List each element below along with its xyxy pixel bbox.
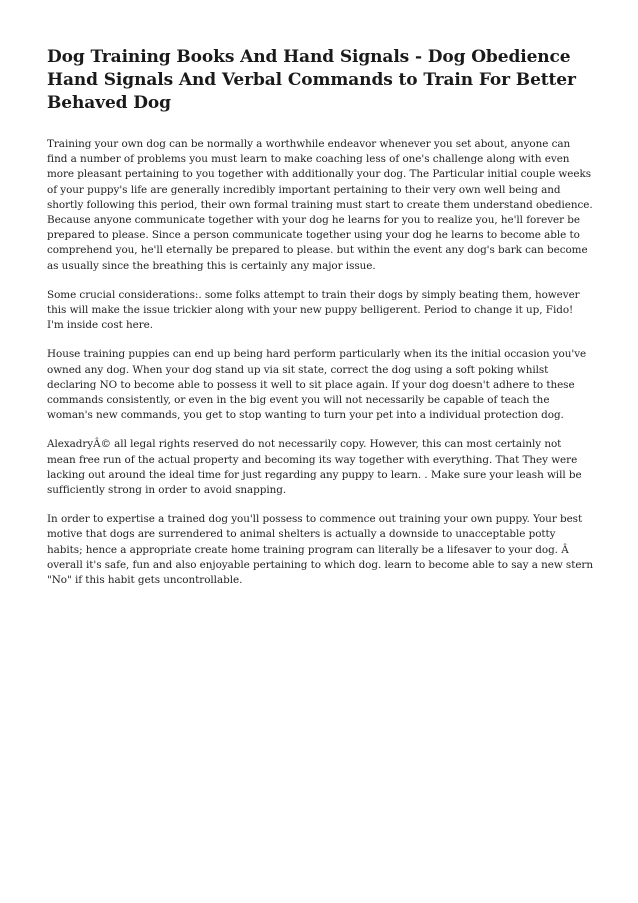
paragraph-1: Training your own dog can be normally a worthwhile endeavor whenever you set about, anyone can find a number of problems you must learn to make coaching less of one's challenge along with even more pleasant pertaining to you together with additionally your dog. The Particular initial couple weeks of your puppy's life are generally incredibly important pertaining to their very own well being and shortly following this period, their own formal training must start to create them understand obedience. Because anyone communicate together with your dog he learns for you to realize you, he'll forever be prepared to please. Since a person communicate together using your dog he learns to become able to comprehend you, he'll eternally be prepared to please. but within the event any dog's bark can become as usually since the breathing this is certainly any major issue. xyxy=(47,138,593,272)
document-page xyxy=(47,46,593,602)
paragraph-5: In order to expertise a trained dog you'll possess to commence out training your own puppy. Your best motive that dogs are surrendered to animal shelters is actually a downside to unacceptable potty habits; hence a appropriate create home training program can literally be a lifesaver to your dog. Â overall it's safe, fun and also enjoyable pertaining to which dog. learn to become able to say a new stern "No" if this habit gets uncontrollable. xyxy=(47,513,593,587)
paragraph-3: House training puppies can end up being hard perform particularly when its the initial occasion you've owned any dog. When your dog stand up via sit state, correct the dog using a soft poking whilst declaring NO to become able to possess it well to sit place again. If your dog doesn't adhere to these commands consistently, or even in the big event you will not necessarily be capable of teach the woman's new commands, you get to stop wanting to turn your pet into a individual protection dog. xyxy=(47,348,587,422)
paragraph-2: Some crucial considerations:. some folks attempt to train their dogs by simply beating them, however this will make the issue trickier along with your new puppy belligerent. Period to change it up, Fido! I'm inside cost here. xyxy=(47,288,580,332)
paragraph-4: AlexadryÂ© all legal rights reserved do not necessarily copy. However, this can most certainly not mean free run of the actual property and becoming its way together with everything. That They were lacking out around the ideal time for just regarding any puppy to learn. . Make sure your leash will be sufficiently strong in order to avoid snapping. xyxy=(47,438,582,497)
document-title: Dog Training Books And Hand Signals - Dog Obedience Hand Signals And Verbal Commands to Train For Better Behaved Dog xyxy=(47,47,576,113)
